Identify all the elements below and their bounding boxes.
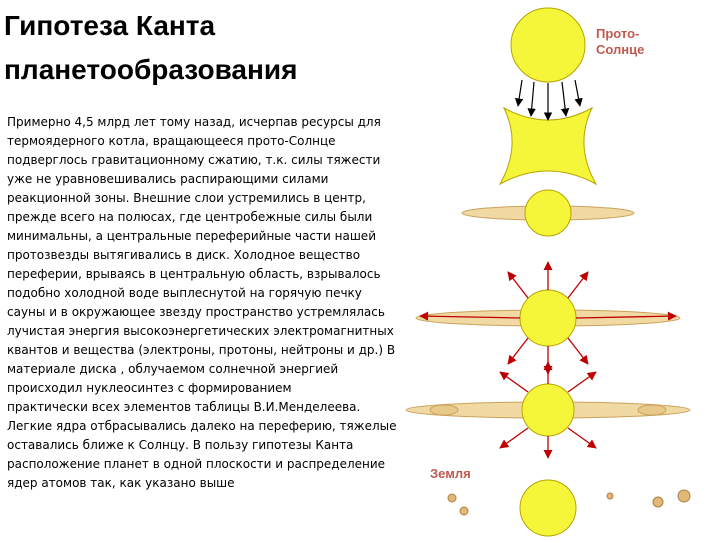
stage-planets bbox=[448, 480, 690, 536]
radiation-arrow bbox=[568, 372, 596, 392]
planet bbox=[460, 507, 468, 515]
radiation-arrow bbox=[500, 372, 528, 392]
stage-nucleosynthesis bbox=[406, 362, 690, 458]
sun-circle bbox=[520, 480, 576, 536]
disk-clump bbox=[430, 405, 458, 415]
disk-clump bbox=[638, 405, 666, 415]
stage-proto-sun bbox=[511, 8, 585, 82]
planet bbox=[653, 497, 663, 507]
proto-sun-label: Прото- Солнце bbox=[596, 26, 645, 57]
radiation-arrow bbox=[500, 428, 528, 448]
radiation-arrow bbox=[568, 428, 596, 448]
radiation-arrow bbox=[568, 272, 588, 298]
inflow-arrow bbox=[575, 80, 580, 106]
earth-label: Земля bbox=[430, 466, 471, 481]
sun-circle bbox=[522, 384, 574, 436]
slide-title: Гипотеза Канта планетообразования bbox=[4, 10, 298, 85]
inflow-arrows bbox=[518, 80, 580, 120]
planet bbox=[678, 490, 690, 502]
sun-circle bbox=[525, 190, 571, 236]
inflow-arrow bbox=[562, 82, 566, 116]
inflow-arrow bbox=[531, 82, 534, 116]
stage-radiation bbox=[416, 262, 680, 374]
sun-circle bbox=[520, 290, 576, 346]
planet bbox=[448, 494, 456, 502]
radiation-arrow bbox=[508, 338, 528, 364]
hypothesis-text: Примерно 4,5 млрд лет тому назад, исчерпав ресурсы для термоядерного котла, вращающееся прото-Солнце подверглось гравитационному сжатию, т.к. силы тяжести уже не уравновешивались распирающими силами реакционной зоны. Внешние слои устремились в центр, прежде всего на полюсах, где центробежные силы были минимальны, а центральные переферийные части нашей протозвезды вытягивались в диск. Холодное вещество переферии, врываясь в центральную область, взрывалось подобно холодной воде выплеснутой на горячую печку сауны и в окружающее звезду пространство устремлялась лучистая энергия высокоэнергетических электромагнитных квантов и вещества (электроны, протоны, нейтроны и др.) В материале диска , облучаемом солнечной энергией происходил нуклеосинтез с формированием практически всех элементов таблицы В.И.Менделеева. Легкие ядра отбрасывались далеко на переферию, тяжелые оставались ближе к Солнцу. В пользу гипотезы Канта расположение планет в одной плоскости и распределение ядер атомов так, как указано выше bbox=[7, 115, 397, 490]
stage-compression bbox=[500, 80, 596, 184]
inflow-arrow bbox=[518, 80, 522, 106]
proto-sun-circle bbox=[511, 8, 585, 82]
planet bbox=[607, 493, 613, 499]
radiation-arrow bbox=[508, 272, 528, 298]
stage-disk-forming bbox=[462, 190, 634, 236]
radiation-arrow bbox=[568, 338, 588, 364]
